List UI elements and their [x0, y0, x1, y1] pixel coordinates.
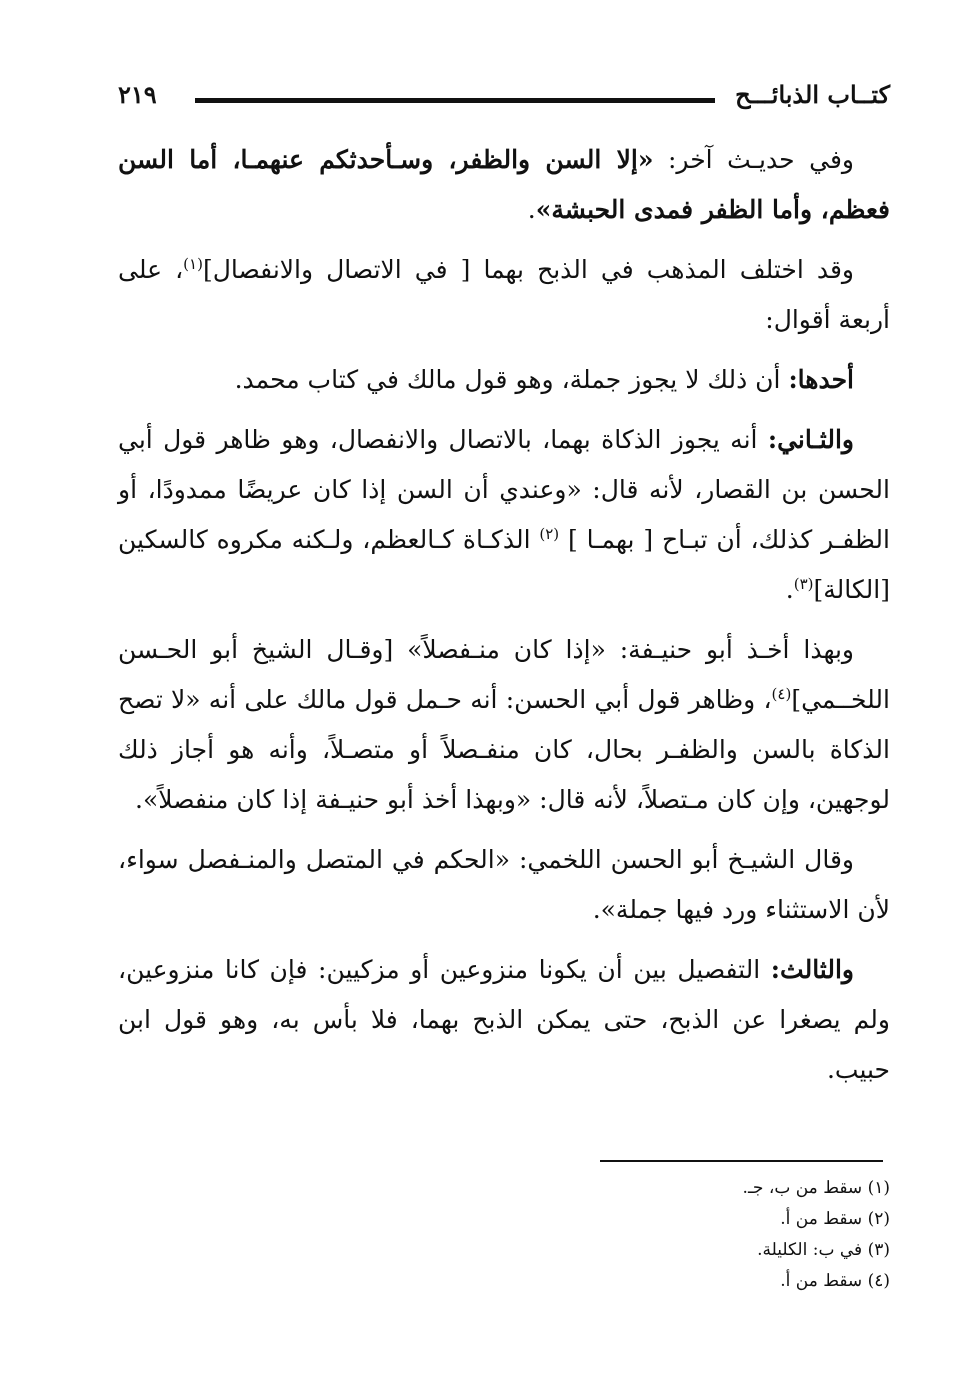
footnote-4: (٤) سقط من أ.: [780, 1271, 890, 1291]
paragraph-text: وفي حديـث آخر:: [653, 145, 854, 174]
paragraph-6: [118, 835, 890, 935]
paragraph-text: وقال الشيـخ أبو الحسن اللخمي: «الحكم في المتصل والمنـفصل سواء، لأن الاستثناء ورد فيها جملة».: [118, 845, 890, 924]
hadith-quote: «إلا السن والظفر، وسـأحدثكم عنهمـا، أما السن فعظم، وأما الظفر فمدى الحبشة»: [118, 145, 890, 224]
running-title: كتــاب الذبائـــح: [735, 80, 890, 109]
opinion-label-first: أحدها:: [788, 365, 854, 394]
paragraph-text: أن ذلك لا يجوز جملة، وهو قول مالك في كتاب محمد.: [234, 365, 789, 394]
paragraph-3: [118, 355, 890, 405]
footnote-separator: [600, 1160, 883, 1162]
footnote-ref-4[interactable]: (٤): [771, 685, 792, 703]
footnote-3: (٣) في ب: الكليلة.: [757, 1240, 890, 1260]
footnote-2: (٢) سقط من أ.: [780, 1209, 890, 1229]
paragraph-text: أنه يجوز الذكاة بهما، بالاتصال والانفصال، وهو ظاهر قول أبي الحسن بن القصار، لأنه قال: «وعندي أن السن إذا كان عريضًا ممدودًا، أو الظفـر كذلك، أن تبـاح [ بهمـا ]: [118, 425, 890, 554]
opinion-label-third: والثالث:: [770, 955, 854, 984]
footnote-ref-1[interactable]: (١): [183, 255, 203, 273]
page-header: [118, 78, 890, 122]
paragraph-4: [118, 415, 890, 615]
paragraph-5: [118, 625, 890, 825]
main-text: [118, 135, 890, 1105]
paragraph-text: وبهذا أخـذ أبو حنيـفة: «إذا كان منـفصلاً» [وقـال الشيخ أبو الحـسن اللخــمي]: [118, 635, 890, 714]
paragraph-text: ، وظاهر قول أبي الحسن: أنه حـمل قول مالك على أنه «لا تصح الذكاة بالسن والظفـر بحال، كان منفـصلاً أو متصـلاً، وأنه هو أجاز ذلك لوجهين، وإن كان مـتصلاً، لأنه قال: «وبهذا أخذ أبو حنيـفة إذا كان منفصلاً».: [118, 685, 890, 814]
page-number: ٢١٩: [118, 80, 157, 109]
footnotes: [118, 1173, 890, 1297]
paragraph-1: [118, 135, 890, 235]
footnote-ref-2[interactable]: (٢): [539, 525, 560, 543]
paragraph-2: [118, 245, 890, 345]
footnote-ref-3[interactable]: (٣): [793, 575, 814, 593]
opinion-label-second: والثـاني:: [767, 425, 854, 454]
paragraph-7: [118, 945, 890, 1095]
paragraph-text: الذكـاة كـالعظم، ولـكنه مكروه كالسكين [الكالة]: [118, 525, 890, 604]
paragraph-text: وقد اختلف المذهب في الذبح بهما [ في الاتصال والانفصال]: [202, 255, 854, 284]
paragraph-text: .: [785, 575, 794, 604]
paragraph-text: .: [527, 195, 536, 224]
paragraph-text: التفصيل بين أن يكونا منزوعين أو مزكيين: فإن كانا منزوعين، ولم يصغرا عن الذبح، حتى يمكن الذبح بهما، فلا بأس به، وهو قول ابن حبيب.: [118, 955, 890, 1084]
footnote-1: (١) سقط من ب، جـ.: [742, 1178, 890, 1198]
paragraph-text: ، على أربعة أقوال:: [118, 255, 890, 334]
header-rule: [195, 98, 715, 103]
